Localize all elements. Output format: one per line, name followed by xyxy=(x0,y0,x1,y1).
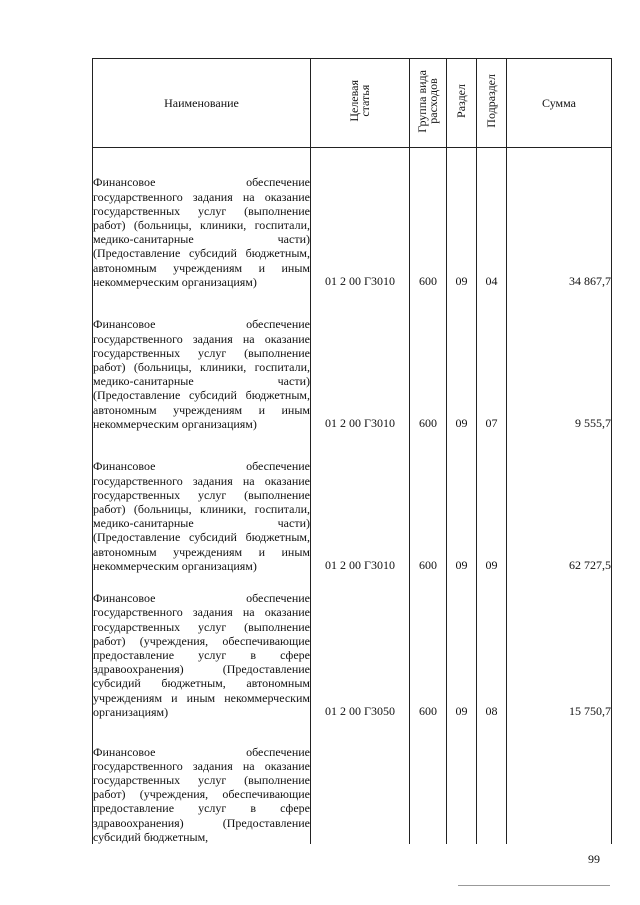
row-name: Финансовое обеспечение государственного задания на оказание государственных услуг (выполнение работ) (больницы, клиники, госпитали, медико-санитарные части) (Предоставление субсидий бюджетным, автономным учреждениям и иным некоммерческим организациям) xyxy=(93,148,311,290)
header-subsection: Подраздел xyxy=(477,59,507,148)
row-section: 09 xyxy=(447,431,477,573)
row-section xyxy=(447,719,477,844)
header-sum: Сумма xyxy=(507,59,612,148)
row-sum: 62 727,5 xyxy=(507,431,612,573)
page-number: 99 xyxy=(588,852,600,866)
table-row xyxy=(93,573,612,719)
bottom-rule xyxy=(458,885,610,886)
row-exp-group xyxy=(410,719,447,844)
row-name: Финансовое обеспечение государственного задания на оказание государственных услуг (выполнение работ) (больницы, клиники, госпитали, медико-санитарные части) (Предоставление субсидий бюджетным, автономным учреждениям и иным некоммерческим организациям) xyxy=(93,431,311,573)
row-subsection: 07 xyxy=(477,289,507,431)
row-subsection: 09 xyxy=(477,431,507,573)
row-subsection xyxy=(477,719,507,844)
row-target xyxy=(311,719,410,844)
row-target: 01 2 00 Г3010 xyxy=(311,431,410,573)
row-exp-group: 600 xyxy=(410,289,447,431)
row-sum: 9 555,7 xyxy=(507,289,612,431)
row-target: 01 2 00 Г3050 xyxy=(311,573,410,719)
row-subsection: 08 xyxy=(477,573,507,719)
table-row xyxy=(93,148,612,290)
row-section: 09 xyxy=(447,148,477,290)
row-exp-group: 600 xyxy=(410,573,447,719)
row-sum: 34 867,7 xyxy=(507,148,612,290)
row-exp-group: 600 xyxy=(410,148,447,290)
header-expense-group: Группа вида расходов xyxy=(410,59,447,148)
row-name: Финансовое обеспечение государственного задания на оказание государственных услуг (выполнение работ) (больницы, клиники, госпитали, медико-санитарные части) (Предоставление субсидий бюджетным, автономным учреждениям и иным некоммерческим организациям) xyxy=(93,289,311,431)
table-row xyxy=(93,289,612,431)
header-target-article: Целевая статья xyxy=(311,59,410,148)
table-row xyxy=(93,431,612,573)
row-section: 09 xyxy=(447,289,477,431)
header-name: Наименование xyxy=(93,59,311,148)
row-target: 01 2 00 Г3010 xyxy=(311,148,410,290)
row-sum: 15 750,7 xyxy=(507,573,612,719)
row-name: Финансовое обеспечение государственного задания на оказание государственных услуг (выполнение работ) (учреждения, обеспечивающие предоставление услуг в сфере здравоохранения) (Предоставление субсидий бюджетным, xyxy=(93,719,311,844)
row-sum xyxy=(507,719,612,844)
header-row xyxy=(93,59,612,148)
budget-table xyxy=(92,58,612,844)
row-exp-group: 600 xyxy=(410,431,447,573)
row-section: 09 xyxy=(447,573,477,719)
row-subsection: 04 xyxy=(477,148,507,290)
row-name: Финансовое обеспечение государственного задания на оказание государственных услуг (выполнение работ) (учреждения, обеспечивающие предоставление услуг в сфере здравоохранения) (Предоставление субсидий бюджетным, автономным учреждениям и иным некоммерческим организациям) xyxy=(93,573,311,719)
row-target: 01 2 00 Г3010 xyxy=(311,289,410,431)
table-row-continued xyxy=(93,719,612,844)
header-section: Раздел xyxy=(447,59,477,148)
